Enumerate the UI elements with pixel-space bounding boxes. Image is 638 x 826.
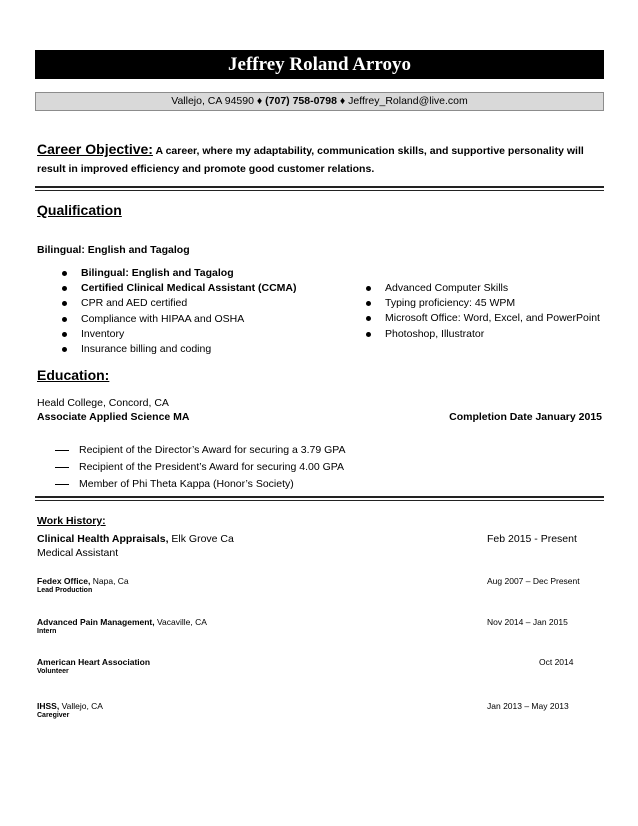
job-dates: Jan 2013 – May 2013 (487, 701, 569, 711)
job-entry (37, 657, 607, 675)
school-name: Heald College, Concord, CA (37, 397, 169, 409)
list-item-text: Compliance with HIPAA and OSHA (81, 312, 245, 325)
job-dates: Feb 2015 - Present (487, 533, 577, 545)
objective-heading: Career Objective: (37, 141, 153, 157)
career-objective (37, 140, 605, 178)
list-item (62, 327, 296, 342)
job-dates: Aug 2007 – Dec Present (487, 576, 580, 586)
qualification-heading: Qualification (37, 202, 122, 218)
job-employer: Clinical Health Appraisals, (37, 533, 169, 545)
list-item (62, 266, 296, 281)
list-item (62, 281, 296, 296)
list-item (55, 476, 346, 493)
list-item (366, 311, 600, 326)
education-heading: Education: (37, 367, 110, 383)
bullet-icon (62, 317, 67, 322)
section-divider (35, 186, 604, 191)
qualification-list-left (62, 266, 296, 357)
job-role: Caregiver (37, 712, 70, 719)
job-location: Vacaville, CA (154, 617, 207, 627)
list-item (366, 281, 600, 296)
job-dates: Nov 2014 – Jan 2015 (487, 617, 568, 627)
list-item-text: CPR and AED certified (81, 297, 188, 310)
bullet-icon (62, 301, 67, 306)
list-item-text: Recipient of the Director’s Award for securing a 3.79 GPA (79, 444, 346, 456)
list-item (55, 459, 346, 476)
contact-separator: ♦ (253, 95, 266, 107)
bilingual-line: Bilingual: English and Tagalog (37, 244, 190, 256)
dash-icon (55, 450, 69, 451)
bullet-icon (366, 301, 371, 306)
job-employer: American Heart Association (37, 657, 151, 667)
bullet-icon (62, 347, 67, 352)
list-item-text: Photoshop, Illustrator (385, 327, 485, 340)
job-entry (37, 701, 607, 719)
bullet-icon (62, 286, 67, 291)
dash-icon (55, 467, 69, 468)
job-role: Medical Assistant (37, 547, 119, 559)
honors-list (55, 442, 346, 493)
list-item-text: Inventory (81, 327, 125, 340)
degree: Associate Applied Science MA (37, 411, 190, 423)
job-role: Lead Production (37, 587, 93, 594)
bullet-icon (366, 286, 371, 291)
name-banner: Jeffrey Roland Arroyo (35, 50, 604, 79)
list-item (62, 296, 296, 311)
list-item-text: Insurance billing and coding (81, 342, 212, 355)
list-item-text: Recipient of the President’s Award for securing 4.00 GPA (79, 461, 344, 473)
bullet-icon (62, 271, 67, 276)
list-item (366, 327, 600, 342)
job-location: Napa, Ca (90, 576, 129, 586)
job-entry (37, 617, 607, 635)
completion-date: Completion Date January 2015 (449, 411, 602, 423)
contact-bar (35, 92, 604, 111)
list-item (62, 312, 296, 327)
list-item (55, 442, 346, 459)
job-role: Intern (37, 628, 57, 635)
dash-icon (55, 484, 69, 485)
job-employer-line (37, 657, 607, 667)
job-entry (37, 576, 607, 594)
contact-city: Vallejo, CA 94590 (171, 95, 254, 107)
job-employer: Advanced Pain Management, (37, 617, 155, 627)
list-item-text: Bilingual: English and Tagalog (81, 267, 234, 279)
work-history-heading: Work History: (37, 515, 106, 527)
contact-separator: ♦ (336, 95, 349, 107)
job-location: Elk Grove Ca (168, 533, 234, 545)
list-item-text: Member of Phi Theta Kappa (Honor’s Society) (79, 478, 294, 490)
list-item-text: Certified Clinical Medical Assistant (CCMA) (81, 282, 297, 295)
objective-text: A career, where my adaptability, communication skills, and supportive personality will result in improved efficiency and promote good customer relations. (37, 145, 584, 175)
job-role: Volunteer (37, 668, 69, 675)
job-entry (37, 533, 607, 559)
list-item (366, 296, 600, 311)
list-item-text: Advanced Computer Skills (385, 282, 509, 294)
bullet-icon (366, 316, 371, 321)
contact-phone: (707) 758-0798 (265, 95, 337, 107)
bullet-icon (62, 332, 67, 337)
list-item (62, 342, 296, 357)
bullet-icon (366, 332, 371, 337)
qualification-list-right (366, 281, 600, 342)
list-item-text: Microsoft Office: Word, Excel, and PowerPoint (385, 312, 600, 325)
contact-email: Jeffrey_Roland@live.com (348, 95, 468, 107)
job-location: Vallejo, CA (59, 701, 103, 711)
job-dates: Oct 2014 (539, 657, 574, 667)
list-item-text: Typing proficiency: 45 WPM (385, 297, 516, 310)
job-employer: IHSS, (37, 701, 60, 711)
section-divider (35, 496, 604, 501)
job-employer: Fedex Office, (37, 576, 91, 586)
